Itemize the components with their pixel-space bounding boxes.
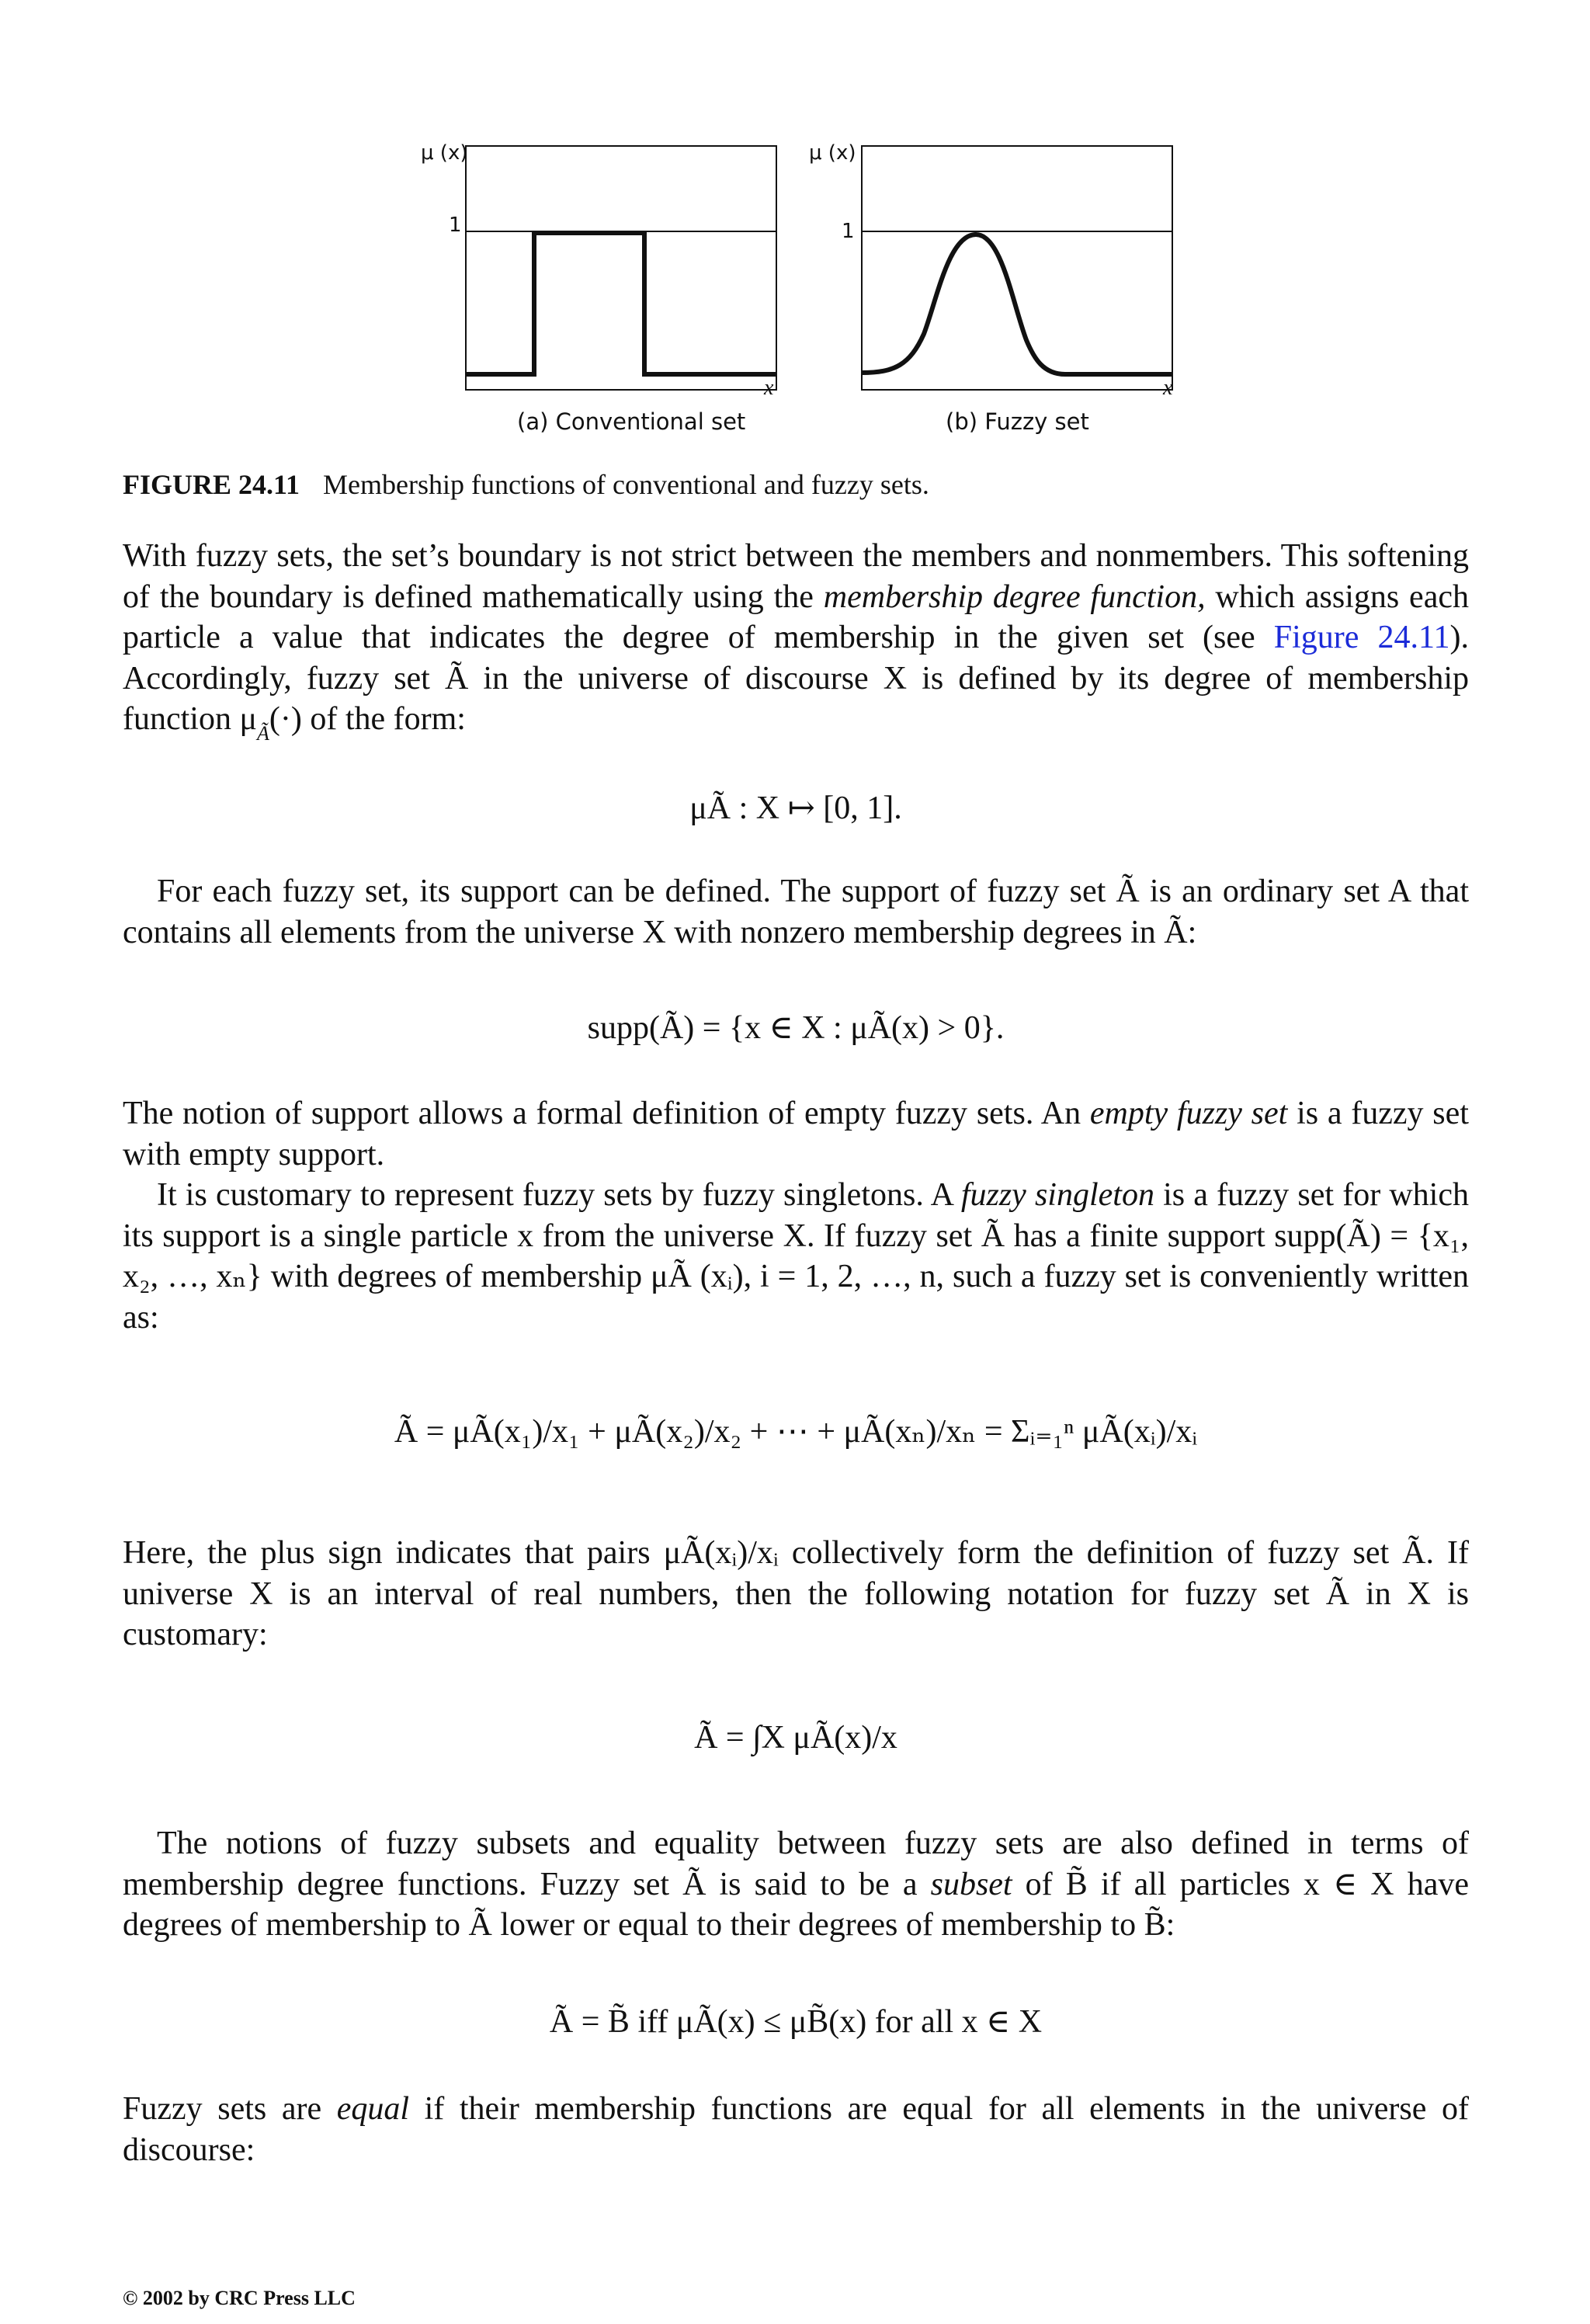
equation-membership-map: μÃ : X ↦ [0, 1]. <box>689 790 902 826</box>
figure-panel-a <box>404 132 792 412</box>
x-axis-label: x <box>764 376 774 400</box>
figure-label: FIGURE 24.11 <box>123 469 300 500</box>
text: Fuzzy sets are <box>123 2091 337 2127</box>
y-axis-label: μ (x) <box>809 141 856 165</box>
figure-link[interactable]: Figure 24.11 <box>1273 620 1450 655</box>
paragraph-6 <box>123 1823 1469 1946</box>
emphasis: membership degree function, <box>823 578 1206 615</box>
text: ). Accordingly, fuzzy set Ã in the universe of discourse X is defined by its degree of membership function μ <box>123 620 1469 737</box>
panel-b-caption: (b) Fuzzy set <box>946 408 1089 435</box>
paragraph-1 <box>123 536 1469 755</box>
paragraph-3 <box>123 1093 1469 1175</box>
paragraph-4 <box>123 1175 1469 1338</box>
text: (·) of the form: <box>269 701 466 737</box>
equation-continuous-fuzzy-set: Ã = ∫X μÃ(x)/x <box>694 1720 897 1756</box>
conventional-set-plot <box>404 132 792 412</box>
subscript: Ã <box>256 722 269 745</box>
copyright-footer: © 2002 by CRC Press LLC <box>123 2287 356 2309</box>
text: is a fuzzy set with empty support. <box>123 1096 1469 1172</box>
paragraph-5: Here, the plus sign indicates that pairs μÃ(xᵢ)/xᵢ collectively form the definition of fuzzy set Ã. If universe X is an interval of real numbers, then the following notation for fuzzy set Ã in X is customary: <box>123 1535 1469 1652</box>
y-tick-1: 1 <box>449 214 462 237</box>
figure-caption-text: Membership functions of conventional and fuzzy sets. <box>323 469 929 500</box>
equation-discrete-fuzzy-set: Ã = μÃ(x₁)/x₁ + μÃ(x₂)/x₂ + ⋯ + μÃ(xₙ)/xₙ = Σᵢ₌₁ⁿ μÃ(xᵢ)/xᵢ <box>394 1414 1198 1450</box>
emphasis: empty fuzzy set <box>1089 1096 1288 1131</box>
fuzzy-set-plot <box>801 132 1189 412</box>
text: The notion of support allows a formal definition of empty fuzzy sets. An <box>123 1096 1090 1131</box>
y-tick-1: 1 <box>842 220 855 243</box>
paragraph-2: For each fuzzy set, its support can be defined. The support of fuzzy set Ã is an ordinary set A that contains all elements from the universe X with nonzero membership degrees in Ã: <box>123 874 1469 950</box>
fuzzy-membership-curve <box>862 234 1172 374</box>
paragraph-7 <box>123 2089 1469 2170</box>
text: is a fuzzy set for which its support is a single particle x from the universe X. If fuzzy set Ã has a finite support supp(Ã) = {x₁, x₂, …, xₙ} with degrees of membership μÃ (xᵢ), i = 1, 2, …, n, such a fuzzy set is conveniently written as: <box>123 1177 1469 1336</box>
text: of B̃ if all particles x ∈ X have degrees of membership to Ã lower or equal to their degrees of membership to B̃: <box>123 1866 1470 1943</box>
text: With fuzzy sets, the set’s boundary is not strict between the members and nonmembers. This softening of the boundary is defined mathematically using the <box>123 538 1469 615</box>
text: which assigns each particle a value that indicates the degree of membership in the given set (see <box>123 578 1469 655</box>
panel-a-caption: (a) Conventional set <box>517 408 746 435</box>
emphasis: fuzzy singleton <box>960 1177 1154 1213</box>
x-axis-label: x <box>1163 376 1173 400</box>
equation-subset: Ã = B̃ iff μÃ(x) ≤ μB̃(x) for all x ∈ X <box>549 2004 1043 2040</box>
text: if their membership functions are equal for all elements in the universe of discourse: <box>123 2091 1469 2168</box>
figure-panel-b <box>801 132 1189 412</box>
plot-frame <box>466 146 776 390</box>
emphasis: equal <box>336 2091 410 2127</box>
y-axis-label: μ (x) <box>421 141 468 165</box>
equation-support: supp(Ã) = {x ∈ X : μÃ(x) > 0}. <box>587 1010 1005 1046</box>
text: It is customary to represent fuzzy sets by fuzzy singletons. A <box>157 1177 961 1213</box>
plot-frame <box>862 146 1172 390</box>
figure-caption <box>123 468 929 501</box>
emphasis: subset <box>930 1866 1012 1902</box>
text: The notions of fuzzy subsets and equality between fuzzy sets are also defined in terms of membership degree functions. Fuzzy set Ã is said to be a <box>123 1826 1469 1902</box>
crisp-membership-curve <box>466 233 776 374</box>
